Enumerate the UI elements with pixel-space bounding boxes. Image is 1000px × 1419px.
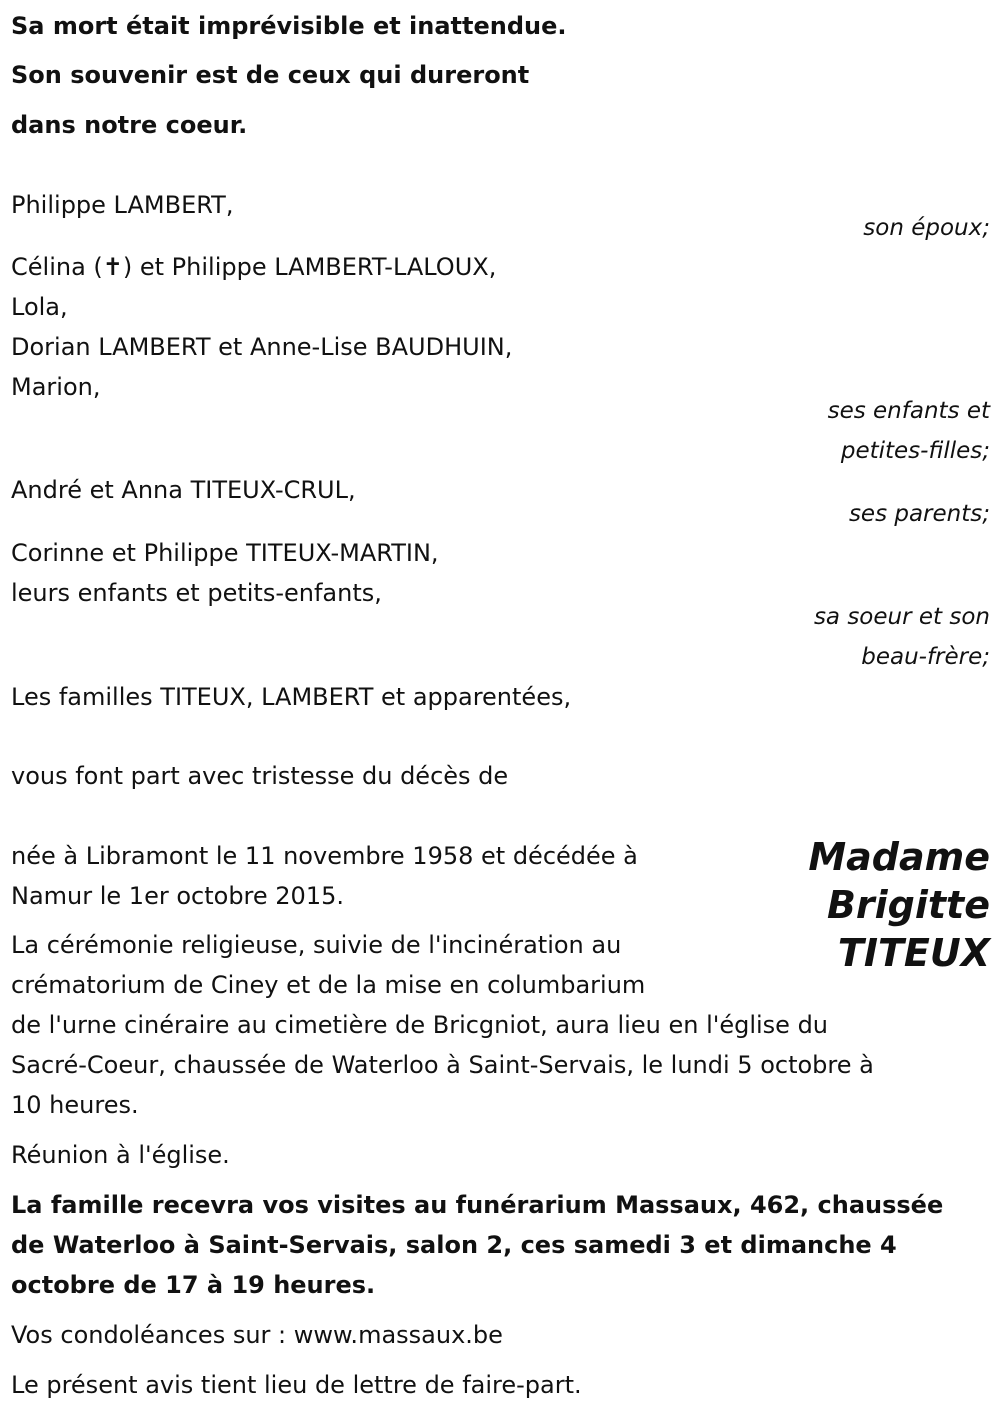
condolences-line: Vos condoléances sur : www.massaux.be	[11, 1321, 503, 1349]
children-line-1: Célina (✝) et Philippe LAMBERT-LALOUX,	[11, 253, 497, 281]
spouse-role: son époux;	[863, 215, 990, 241]
families-line: Les familles TITEUX, LAMBERT et apparentées,	[11, 683, 572, 711]
children-line-3: Dorian LAMBERT et Anne-Lise BAUDHUIN,	[11, 333, 513, 361]
parents-name: André et Anna TITEUX-CRUL,	[11, 476, 356, 504]
visits-line-3: octobre de 17 à 19 heures.	[11, 1271, 376, 1299]
children-role-line-2: petites-filles;	[840, 438, 990, 464]
parents-role: ses parents;	[848, 501, 990, 527]
children-line-2: Lola,	[11, 293, 68, 321]
deceased-last-name: TITEUX	[837, 931, 990, 975]
ceremony-line-4: Sacré-Coeur, chaussée de Waterloo à Saint-Servais, le lundi 5 octobre à	[11, 1051, 874, 1079]
birth-line-1: née à Libramont le 11 novembre 1958 et décédée à	[11, 842, 638, 870]
birth-line-2: Namur le 1er octobre 2015.	[11, 882, 344, 910]
ceremony-line-5: 10 heures.	[11, 1091, 139, 1119]
sibling-role-line-2: beau-frère;	[861, 644, 990, 670]
sibling-role-line-1: sa soeur et son	[813, 604, 990, 630]
epitaph-line-3: dans notre coeur.	[11, 111, 248, 139]
sibling-line-1: Corinne et Philippe TITEUX-MARTIN,	[11, 539, 439, 567]
ceremony-line-3: de l'urne cinéraire au cimetière de Bricgniot, aura lieu en l'église du	[11, 1011, 829, 1039]
visits-line-2: de Waterloo à Saint-Servais, salon 2, ces samedi 3 et dimanche 4	[11, 1231, 897, 1259]
visits-line-1: La famille recevra vos visites au funérarium Massaux, 462, chaussée	[11, 1191, 944, 1219]
children-line-4: Marion,	[11, 373, 101, 401]
spouse-name: Philippe LAMBERT,	[11, 191, 234, 219]
ceremony-line-1: La cérémonie religieuse, suivie de l'incinération au	[11, 931, 622, 959]
children-role-line-1: ses enfants et	[827, 398, 990, 424]
notice-line: Le présent avis tient lieu de lettre de faire-part.	[11, 1371, 582, 1399]
deceased-first-name: Brigitte	[826, 883, 990, 927]
announcement-line: vous font part avec tristesse du décès de	[11, 762, 509, 790]
sibling-line-2: leurs enfants et petits-enfants,	[11, 579, 382, 607]
epitaph-line-1: Sa mort était imprévisible et inattendue.	[11, 12, 567, 40]
epitaph-line-2: Son souvenir est de ceux qui dureront	[11, 61, 530, 89]
ceremony-line-2: crématorium de Ciney et de la mise en columbarium	[11, 971, 646, 999]
meeting-line: Réunion à l'église.	[11, 1141, 230, 1169]
deceased-title: Madame	[808, 835, 990, 879]
